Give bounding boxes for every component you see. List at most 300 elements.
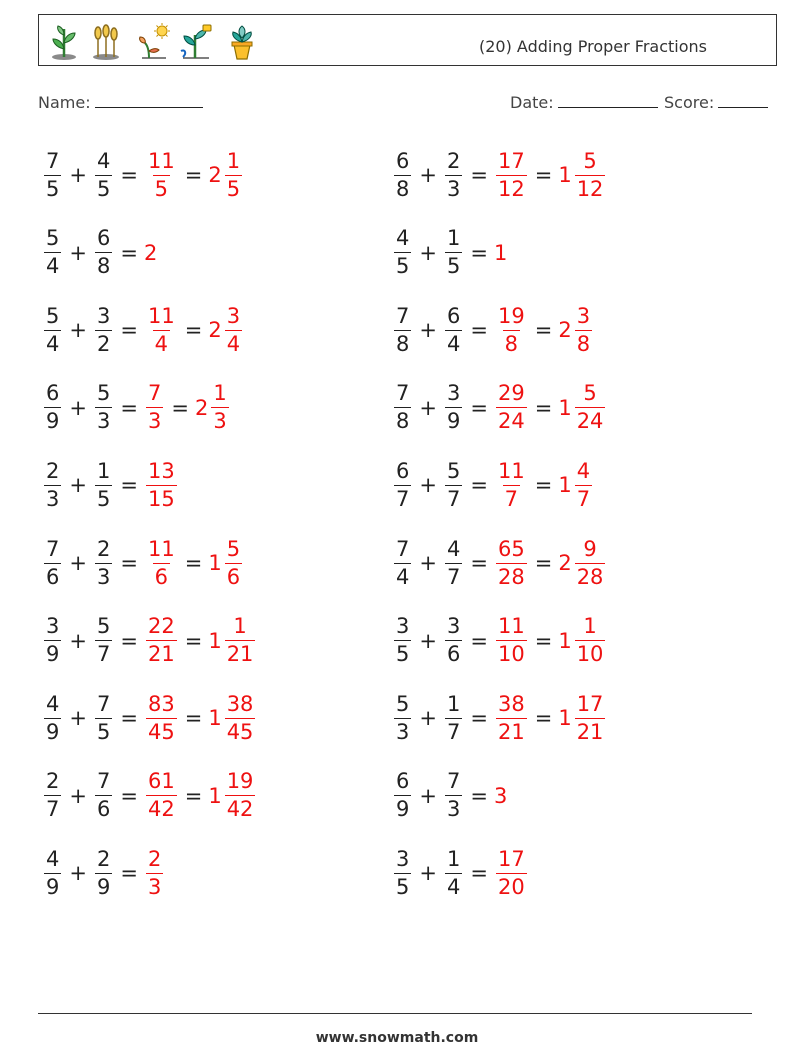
problem — [392, 608, 607, 674]
denominator: 6 — [226, 564, 241, 589]
plus-sign: + — [419, 318, 437, 343]
problem — [392, 452, 594, 518]
plus-sign: + — [69, 706, 87, 731]
addend-fraction — [445, 303, 462, 356]
name-label: Name: — [38, 93, 91, 112]
denominator: 12 — [497, 176, 525, 201]
fraction-part — [146, 383, 163, 432]
plus-sign: + — [69, 163, 87, 187]
name-field — [38, 93, 203, 112]
answer-fraction — [144, 536, 179, 589]
numerator: 5 — [583, 148, 597, 173]
numerator: 4 — [96, 148, 111, 173]
equals-sign: = — [184, 706, 203, 731]
equals-sign: = — [184, 318, 203, 343]
equals-sign: = — [534, 706, 553, 731]
fraction-part — [575, 148, 606, 201]
denominator: 42 — [226, 797, 254, 822]
denominator: 4 — [46, 331, 60, 356]
numerator: 1 — [446, 846, 461, 871]
problem — [392, 142, 607, 208]
numerator: 6 — [46, 381, 60, 406]
problem — [392, 297, 594, 363]
numerator: 13 — [147, 458, 175, 483]
numerator: 7 — [46, 148, 60, 173]
equals-sign: = — [470, 783, 488, 808]
whole-part: 2 — [208, 163, 222, 187]
problem — [42, 375, 231, 441]
numerator: 4 — [46, 691, 60, 716]
denominator: 5 — [46, 176, 60, 201]
answer-fraction — [144, 458, 179, 511]
addend-fraction — [95, 303, 112, 356]
equals-sign: = — [184, 163, 203, 187]
numerator: 3 — [446, 614, 461, 639]
addend-fraction — [44, 383, 61, 432]
equals-sign: = — [120, 318, 138, 343]
denominator: 7 — [396, 486, 410, 511]
numerator: 1 — [233, 614, 247, 639]
answer-fraction — [494, 148, 529, 201]
denominator: 21 — [576, 719, 604, 744]
numerator: 5 — [226, 536, 241, 561]
fraction-part — [225, 148, 242, 201]
addend-fraction — [95, 148, 112, 201]
numerator: 1 — [446, 226, 461, 251]
denominator: 4 — [396, 564, 410, 589]
numerator: 11 — [497, 614, 525, 639]
plus-sign: + — [419, 473, 437, 498]
denominator: 10 — [576, 642, 604, 667]
denominator: 15 — [147, 486, 175, 511]
problem — [42, 685, 257, 751]
answer-fraction — [494, 536, 529, 589]
answer-mixed-number — [558, 691, 607, 744]
fraction-part — [496, 846, 527, 899]
addend-fraction — [445, 383, 462, 432]
numerator: 83 — [147, 691, 175, 716]
whole-part: 1 — [558, 163, 572, 187]
numerator: 5 — [396, 691, 410, 716]
denominator: 5 — [154, 176, 169, 201]
numerator: 3 — [396, 846, 410, 871]
numerator: 6 — [446, 303, 461, 328]
answer-mixed-number — [208, 148, 244, 201]
addend-fraction — [445, 536, 462, 589]
numerator: 19 — [497, 303, 525, 328]
denominator: 5 — [396, 642, 410, 667]
denominator: 3 — [446, 176, 461, 201]
fraction-part — [575, 691, 606, 744]
fraction-part — [496, 303, 527, 356]
fraction-part — [146, 536, 177, 589]
footer-divider — [38, 1013, 752, 1014]
denominator: 8 — [576, 331, 591, 356]
worksheet-title: (20) Adding Proper Fractions — [479, 37, 707, 56]
answer-fraction — [144, 691, 179, 744]
fraction-part — [575, 536, 606, 589]
denominator: 7 — [576, 486, 591, 511]
problem — [392, 763, 508, 829]
numerator: 2 — [46, 769, 60, 794]
numerator: 2 — [96, 846, 111, 871]
numerator: 3 — [96, 303, 111, 328]
addend-fraction — [44, 616, 61, 665]
fraction-part — [575, 616, 606, 665]
equals-sign: = — [534, 473, 553, 498]
denominator: 4 — [446, 874, 461, 899]
plus-sign: + — [69, 551, 87, 575]
denominator: 9 — [46, 409, 60, 434]
whole-part: 1 — [208, 706, 222, 731]
equals-sign: = — [470, 551, 488, 575]
footer-url: www.snowmath.com — [315, 1030, 479, 1046]
denominator: 5 — [396, 254, 410, 279]
addend-fraction — [394, 771, 411, 820]
denominator: 7 — [446, 719, 461, 744]
answer-fraction — [144, 383, 165, 432]
fraction-part — [575, 383, 606, 432]
answer-fraction — [494, 616, 529, 665]
numerator: 11 — [147, 303, 175, 328]
fraction-part — [496, 691, 527, 744]
addend-fraction — [95, 616, 112, 665]
denominator: 6 — [154, 564, 169, 589]
addend-fraction — [394, 303, 411, 356]
addend-fraction — [44, 303, 61, 356]
answer-mixed-number — [558, 616, 607, 665]
numerator: 11 — [147, 536, 175, 561]
plus-sign: + — [69, 240, 87, 265]
denominator: 45 — [147, 719, 175, 744]
plus-sign: + — [419, 551, 437, 575]
denominator: 6 — [446, 642, 461, 667]
numerator: 6 — [396, 458, 410, 483]
fraction-part — [211, 383, 228, 432]
denominator: 8 — [396, 409, 410, 434]
fraction-part — [496, 148, 527, 201]
denominator: 5 — [446, 254, 461, 279]
answer-mixed-number — [208, 303, 244, 356]
numerator: 3 — [396, 614, 410, 639]
numerator: 38 — [497, 691, 525, 716]
plus-sign: + — [69, 395, 87, 420]
score-field — [664, 93, 768, 112]
fraction-part — [146, 691, 177, 744]
problem — [392, 685, 607, 751]
equals-sign: = — [184, 783, 203, 808]
answer-fraction — [494, 846, 529, 899]
equals-sign: = — [184, 628, 203, 653]
denominator: 12 — [576, 176, 604, 201]
answer-mixed-number — [208, 616, 257, 665]
problem — [392, 220, 508, 286]
addend-fraction — [95, 846, 112, 899]
plus-sign: + — [69, 628, 87, 653]
denominator: 4 — [46, 254, 60, 279]
numerator: 11 — [497, 458, 525, 483]
addend-fraction — [95, 383, 112, 432]
whole-part: 1 — [208, 628, 222, 653]
numerator: 5 — [46, 226, 60, 251]
numerator: 19 — [226, 769, 254, 794]
answer-mixed-number — [208, 691, 257, 744]
numerator: 7 — [96, 691, 111, 716]
fraction-part — [146, 458, 177, 511]
whole-part: 2 — [558, 551, 572, 575]
addend-fraction — [394, 691, 411, 744]
denominator: 8 — [396, 331, 410, 356]
numerator: 2 — [96, 536, 111, 561]
addend-fraction — [394, 846, 411, 899]
denominator: 24 — [497, 409, 525, 434]
whole-part: 3 — [493, 783, 508, 808]
numerator: 2 — [147, 846, 162, 871]
answer-whole-number — [144, 241, 158, 265]
equals-sign: = — [120, 628, 138, 653]
score-label: Score: — [664, 93, 715, 112]
date-label: Date: — [510, 93, 554, 112]
denominator: 3 — [147, 409, 162, 434]
answer-fraction — [144, 771, 179, 820]
answer-whole-number — [494, 784, 508, 808]
fraction-part — [146, 148, 177, 201]
fraction-part — [496, 383, 527, 432]
answer-fraction — [144, 303, 179, 356]
denominator: 20 — [497, 874, 525, 899]
denominator: 7 — [504, 486, 519, 511]
addend-fraction — [445, 616, 462, 665]
problem — [392, 530, 607, 596]
plant-sprout-icon — [47, 23, 81, 61]
fraction-part — [225, 691, 256, 744]
answer-fraction — [144, 846, 165, 899]
denominator: 7 — [46, 797, 60, 822]
addend-fraction — [445, 691, 462, 744]
fraction-part — [225, 536, 242, 589]
denominator: 42 — [147, 797, 175, 822]
numerator: 1 — [446, 691, 461, 716]
denominator: 5 — [96, 176, 111, 201]
fraction-part — [575, 303, 592, 356]
equals-sign: = — [470, 628, 488, 653]
denominator: 2 — [96, 331, 111, 356]
numerator: 38 — [226, 691, 254, 716]
numerator: 1 — [583, 614, 597, 639]
addend-fraction — [44, 846, 61, 899]
numerator: 1 — [96, 458, 111, 483]
addend-fraction — [44, 228, 61, 277]
denominator: 45 — [226, 719, 254, 744]
numerator: 7 — [396, 536, 410, 561]
sun-sprout-icon — [137, 23, 171, 61]
denominator: 9 — [446, 409, 461, 434]
addend-fraction — [394, 536, 411, 589]
plus-sign: + — [419, 163, 437, 187]
equals-sign: = — [534, 395, 553, 420]
numerator: 6 — [396, 769, 410, 794]
answer-mixed-number — [195, 383, 231, 432]
whole-part: 1 — [558, 706, 572, 731]
addend-fraction — [95, 691, 112, 744]
numerator: 1 — [213, 381, 227, 406]
numerator: 4 — [46, 846, 60, 871]
plus-sign: + — [419, 783, 437, 808]
fraction-part — [146, 616, 177, 665]
equals-sign: = — [470, 861, 488, 886]
denominator: 5 — [96, 719, 111, 744]
fraction-part — [575, 458, 592, 511]
answer-mixed-number — [558, 383, 607, 432]
denominator: 5 — [396, 874, 410, 899]
equals-sign: = — [470, 473, 488, 498]
denominator: 21 — [497, 719, 525, 744]
equals-sign: = — [171, 395, 189, 420]
addend-fraction — [394, 148, 411, 201]
wheat-icon — [89, 23, 123, 61]
equals-sign: = — [534, 551, 553, 575]
addend-fraction — [95, 536, 112, 589]
numerator: 17 — [497, 148, 525, 173]
numerator: 11 — [147, 148, 175, 173]
numerator: 2 — [46, 458, 60, 483]
problem — [392, 840, 529, 906]
numerator: 4 — [576, 458, 591, 483]
denominator: 7 — [446, 486, 461, 511]
numerator: 6 — [396, 148, 410, 173]
fraction-part — [225, 771, 256, 820]
numerator: 7 — [446, 769, 461, 794]
addend-fraction — [95, 228, 112, 277]
fraction-part — [496, 458, 527, 511]
equals-sign: = — [534, 318, 553, 343]
numerator: 5 — [96, 381, 111, 406]
problem — [42, 530, 244, 596]
addend-fraction — [394, 616, 411, 665]
numerator: 7 — [396, 303, 410, 328]
whole-part: 1 — [558, 628, 572, 653]
equals-sign: = — [120, 473, 138, 498]
plus-sign: + — [69, 318, 87, 343]
numerator: 17 — [576, 691, 604, 716]
denominator: 3 — [213, 409, 227, 434]
numerator: 3 — [446, 381, 461, 406]
whole-part: 1 — [208, 551, 222, 575]
denominator: 9 — [46, 642, 60, 667]
equals-sign: = — [120, 551, 138, 575]
denominator: 5 — [96, 486, 111, 511]
denominator: 4 — [226, 331, 241, 356]
whole-part: 1 — [208, 783, 222, 808]
denominator: 5 — [226, 176, 241, 201]
denominator: 8 — [504, 331, 519, 356]
plus-sign: + — [419, 706, 437, 731]
numerator: 7 — [46, 536, 60, 561]
addend-fraction — [445, 148, 462, 201]
date-blank — [558, 93, 658, 108]
problem — [42, 220, 158, 286]
plus-sign: + — [419, 240, 437, 265]
answer-mixed-number — [208, 771, 257, 820]
problem — [42, 763, 257, 829]
addend-fraction — [44, 536, 61, 589]
plus-sign: + — [419, 861, 437, 886]
denominator: 3 — [147, 874, 162, 899]
addend-fraction — [394, 228, 411, 277]
denominator: 9 — [46, 719, 60, 744]
denominator: 7 — [96, 642, 111, 667]
addend-fraction — [445, 771, 462, 820]
answer-mixed-number — [558, 148, 607, 201]
equals-sign: = — [470, 395, 488, 420]
fraction-part — [146, 771, 177, 820]
plus-sign: + — [419, 395, 437, 420]
potted-plant-icon — [225, 23, 259, 61]
numerator: 5 — [96, 614, 111, 639]
plus-sign: + — [69, 861, 87, 886]
addend-fraction — [394, 383, 411, 432]
denominator: 3 — [96, 409, 111, 434]
denominator: 9 — [396, 797, 410, 822]
numerator: 2 — [446, 148, 461, 173]
denominator: 21 — [226, 642, 254, 667]
answer-fraction — [144, 616, 179, 665]
numerator: 3 — [226, 303, 241, 328]
numerator: 7 — [96, 769, 111, 794]
answer-mixed-number — [208, 536, 244, 589]
fraction-part — [496, 536, 527, 589]
numerator: 22 — [147, 614, 175, 639]
denominator: 4 — [446, 331, 461, 356]
numerator: 3 — [46, 614, 60, 639]
whole-part: 2 — [558, 318, 572, 343]
answer-fraction — [494, 691, 529, 744]
equals-sign: = — [470, 163, 488, 187]
addend-fraction — [445, 846, 462, 899]
addend-fraction — [44, 148, 61, 201]
problem — [42, 452, 179, 518]
equals-sign: = — [120, 861, 138, 886]
equals-sign: = — [470, 240, 488, 265]
fraction-part — [225, 303, 242, 356]
equals-sign: = — [470, 706, 488, 731]
answer-mixed-number — [558, 536, 607, 589]
numerator: 3 — [576, 303, 591, 328]
problem — [42, 142, 244, 208]
numerator: 65 — [497, 536, 525, 561]
plus-sign: + — [419, 628, 437, 653]
numerator: 5 — [46, 303, 60, 328]
addend-fraction — [44, 691, 61, 744]
fraction-part — [146, 303, 177, 356]
denominator: 7 — [446, 564, 461, 589]
denominator: 6 — [96, 797, 111, 822]
denominator: 3 — [96, 564, 111, 589]
denominator: 3 — [396, 719, 410, 744]
denominator: 9 — [46, 874, 60, 899]
denominator: 4 — [154, 331, 169, 356]
equals-sign: = — [184, 551, 203, 575]
fraction-part — [496, 616, 527, 665]
problem — [42, 297, 244, 363]
denominator: 24 — [576, 409, 604, 434]
denominator: 21 — [147, 642, 175, 667]
addend-fraction — [394, 458, 411, 511]
numerator: 9 — [583, 536, 597, 561]
denominator: 28 — [497, 564, 525, 589]
name-blank — [95, 93, 203, 108]
whole-part: 1 — [493, 240, 508, 265]
